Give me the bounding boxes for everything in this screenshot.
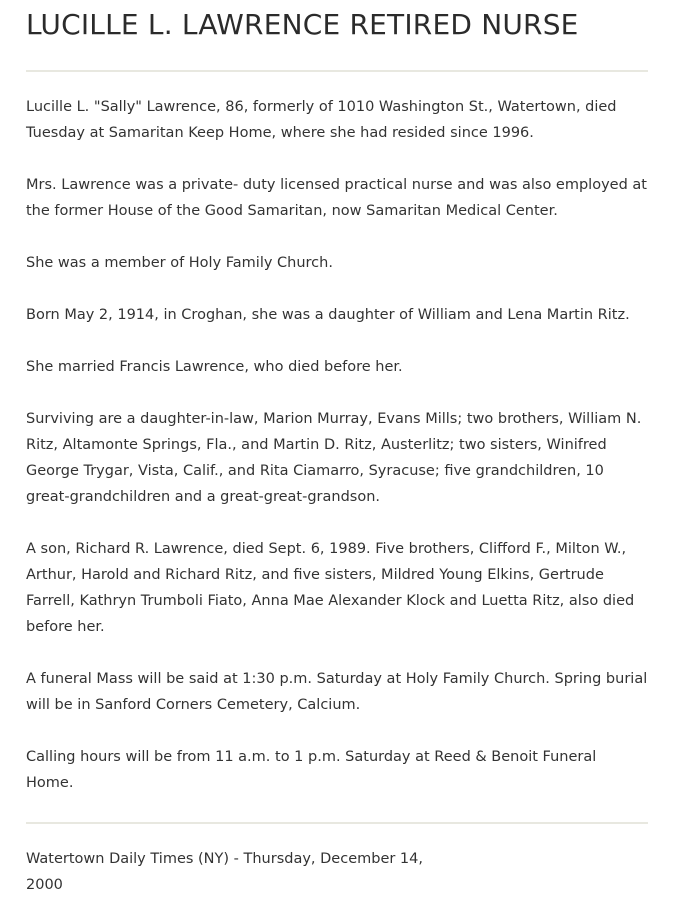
paragraph-predeceased: A son, Richard R. Lawrence, died Sept. 6, 1989. Five brothers, Clifford F., Milton W., Arthur, Harold and Richard Ritz, and five sisters, Mildred Young Elkins, Gertrude Farrell, Kathryn Trumboli Fiato, Anna Mae Alexander Klock and Luetta Ritz, also died before her. xyxy=(26,541,635,635)
paragraph-survivors: Surviving are a daughter-in-law, Marion Murray, Evans Mills; two brothers, William N. Ritz, Altamonte Springs, Fla., and Martin D. Ritz, Austerlitz; two sisters, Winifred George Trygar, Vista, Calif., and Rita Ciamarro, Syracuse; five grandchildren, 10 great-grandchildren and a great-great-grandson. xyxy=(26,411,642,505)
paragraph-funeral: A funeral Mass will be said at 1:30 p.m. Saturday at Holy Family Church. Spring burial will be in Sanford Corners Cemetery, Calcium. xyxy=(26,671,648,713)
article xyxy=(26,0,648,898)
article-title: LUCILLE L. LAWRENCE RETIRED NURSE xyxy=(26,8,579,41)
source-citation: Watertown Daily Times (NY) - Thursday, December 14, 2000 xyxy=(26,851,423,893)
paragraph-calling-hours: Calling hours will be from 11 a.m. to 1 p.m. Saturday at Reed & Benoit Funeral Home. xyxy=(26,749,597,791)
paragraph-marriage: She married Francis Lawrence, who died before her. xyxy=(26,359,403,375)
paragraph-birth: Born May 2, 1914, in Croghan, she was a daughter of William and Lena Martin Ritz. xyxy=(26,307,630,323)
paragraph-career: Mrs. Lawrence was a private- duty licensed practical nurse and was also employed at the former House of the Good Samaritan, now Samaritan Medical Center. xyxy=(26,177,647,219)
paragraph-death-notice: Lucille L. "Sally" Lawrence, 86, formerly of 1010 Washington St., Watertown, died Tuesday at Samaritan Keep Home, where she had resided since 1996. xyxy=(26,99,617,141)
source-divider xyxy=(26,822,648,824)
paragraph-church: She was a member of Holy Family Church. xyxy=(26,255,333,271)
article-body xyxy=(26,72,648,796)
